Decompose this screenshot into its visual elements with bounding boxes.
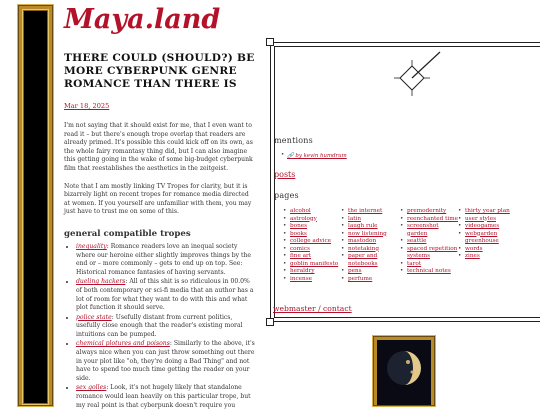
pages-heading: pages [274,191,299,200]
frame-corner-ornament [266,318,274,326]
pages-column-2 [341,208,401,283]
trope-link[interactable]: police state [76,313,112,321]
tropes-list [64,243,256,410]
trope-text: : Usefully distant from current politics, usefully close enough that the reader's existing moral intuitions can be pumped. [76,313,243,338]
site-title[interactable]: Maya.land [64,4,221,35]
list-item [400,208,458,216]
bullet-icon: • [281,152,285,158]
page-link[interactable]: comics [290,245,310,252]
moon-phase-icon [377,340,431,406]
page-link[interactable]: premodernity [407,208,447,214]
list-item [341,276,401,284]
list-item [76,314,256,340]
page-link[interactable]: bones [290,223,308,230]
page-link[interactable]: zines [465,253,480,260]
page-link[interactable]: videogames [465,223,500,230]
trope-link[interactable]: inequality [76,242,107,250]
list-item [400,223,458,238]
list-item [341,253,401,268]
list-item [400,261,458,269]
pages-column-1 [283,208,343,283]
page-link[interactable]: pens [348,268,362,275]
list-item [341,223,401,231]
page-link[interactable]: user styles [465,215,496,222]
mentions-heading: mentions [274,136,313,145]
article [64,52,256,411]
page-link[interactable]: webgarden greenhouse [465,230,499,245]
page-link[interactable]: laugh rule [348,223,378,230]
page-link[interactable]: heraldry [290,268,315,275]
list-item [400,216,458,224]
list-item [341,231,401,239]
list-item [400,268,458,276]
list-item [283,253,343,261]
list-item [283,261,343,269]
trope-text: : Romance readers love an inequal society where our heroine either slightly improves things by the end or – more commonly – gets to end up on top. See: Historical romance fantasies of having servants. [76,242,251,276]
list-item [458,216,520,224]
list-item [341,238,401,246]
list-item [283,246,343,254]
page-link[interactable]: words [465,245,483,252]
list-item [400,246,458,261]
page-link[interactable]: astrology [290,215,317,222]
list-item [341,216,401,224]
page-link[interactable]: latin [348,215,361,222]
list-item [283,268,343,276]
page-link[interactable]: now listening [348,230,387,237]
list-item [283,208,343,216]
page-link[interactable]: books [290,230,307,237]
list-item [458,208,520,216]
page-link[interactable]: goblin manifesto [290,260,339,267]
post-date-link[interactable]: Mar 18, 2025 [64,102,110,110]
page-link[interactable]: college advice [290,238,332,245]
list-item [458,231,520,246]
page-link[interactable]: reenchanted time [407,215,458,222]
page-link[interactable]: spaced repetition systems [407,245,458,260]
list-item [283,276,343,284]
list-item [76,340,256,383]
page-link[interactable]: thirty year plan [465,208,510,214]
post-title: THERE COULD (SHOULD?) BE MORE CYBERPUNK GENRE ROMANCE THAN THERE IS [64,52,255,90]
list-item [76,243,256,277]
webmaster-contact-link[interactable]: webmaster / contact [273,304,352,313]
page-link[interactable]: paper and notebooks [348,253,378,267]
trope-text: : Similarly to the above, it's always nice when you can just throw something out there in your plot like "oh, they're doing a Bad Thing" and not have to spend too much time getting the reader on your side. [76,340,255,382]
frame-corner-ornament [266,38,274,46]
page-link[interactable]: perfume [348,275,373,282]
page-link[interactable]: incense [290,275,312,282]
list-item [76,278,256,312]
list-item [400,238,458,246]
page-link[interactable]: the internet [348,208,383,214]
page-link[interactable]: fine art [290,253,312,260]
pages-column-4 [458,208,520,261]
page-link[interactable]: notetaking [348,245,379,252]
moon-picture-frame [374,337,434,405]
post-paragraph: I'm not saying that it should exist for me, that I even want to read it – but there's enough trope overlap that readers are already primed. It's possible this could kick off on its own, as the whole fairy romantasy thing did, but I can also imagine this getting going in the wake of some big-budget cyberpunk film that reestablishes the aesthetics in the zeitgeist. [64,122,253,172]
list-item [283,231,343,239]
page-link[interactable]: tarot [407,260,422,267]
list-item [341,268,401,276]
pages-column-3 [400,208,458,276]
page-link[interactable]: alcohol [290,208,311,214]
list-item [283,223,343,231]
trope-link[interactable]: dueling hackers [76,278,126,286]
list-item [283,238,343,246]
list-item [283,216,343,224]
mention-link[interactable]: 🔗 by kevin humdrum [287,153,347,159]
posts-link[interactable]: posts [274,170,296,179]
list-item [341,208,401,216]
page-link[interactable]: screenshot garden [407,223,439,237]
section-heading: general compatible tropes [64,228,191,239]
page-link[interactable]: technical notes [407,268,451,275]
list-item [458,223,520,231]
left-decorative-frame [19,6,52,405]
list-item [341,246,401,254]
page-link[interactable]: mastodon [348,238,377,245]
list-item [76,384,256,410]
trope-text: : All of this shit is so ridiculous in 00.0% of both contemporary or sci-fi media that an author has a lot of room for what they want to do with this and what plot function it should serve. [76,278,254,312]
trope-text: : Look, it's not hugely likely that standalone romance would lean heavily on this particular trope, but my real point is that cyberpunk doesn't require you [76,384,251,409]
post-paragraph: Note that I am mostly linking TV Tropes for clarity, but it is bizarrely light on recent tropes for romance media directed at women. If you yourself are unfamiliar with them, you may just have to trust me on some of this. [64,182,252,216]
page-link[interactable]: seattle [407,238,427,245]
trope-link[interactable]: chemical plotures and poisons [76,340,170,348]
trope-link[interactable]: sex golles [76,384,107,392]
diamond-wand-emblem-icon [382,48,452,128]
list-item [458,253,520,261]
list-item [458,246,520,254]
